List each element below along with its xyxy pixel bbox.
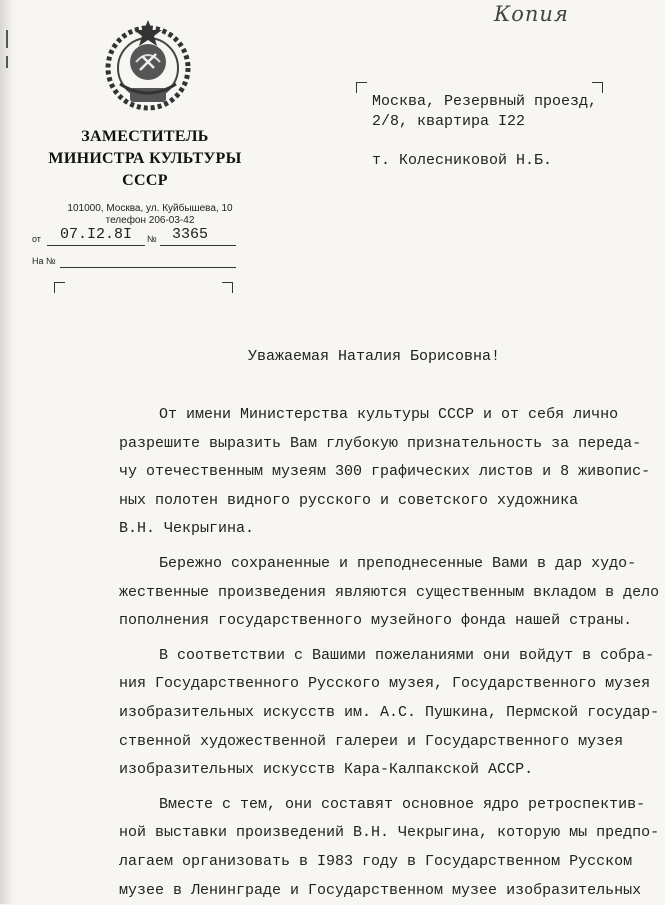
text-line: пополнения государственного музейного фонда нашей страны. [119, 607, 659, 636]
date-prefix: от [32, 234, 41, 244]
text-line: Бережно сохраненные и преподнесенные Вами в дар худо- [119, 550, 659, 579]
letterhead-title-line: МИНИСТРА КУЛЬТУРЫ [30, 148, 260, 170]
corner-mark [356, 82, 367, 93]
text-line: жественные произведения являются существенным вкладом в дело [119, 579, 659, 608]
corner-mark [222, 282, 233, 293]
text-line: В.Н. Чекрыгина. [119, 515, 659, 544]
recipient-name: т. Колесниковой Н.Б. [372, 151, 652, 171]
letterhead-address-line: 101000, Москва, ул. Куйбышева, 10 [30, 203, 270, 215]
text-line: лагаем организовать в I983 году в Государственном Русском [119, 848, 659, 877]
letter-date: 07.I2.8I [60, 226, 132, 243]
ref-underline [60, 267, 236, 268]
greeting: Уважаемая Наталия Борисовна! [248, 348, 500, 365]
text-line: ной выставки произведений В.Н. Чекрыгина, которую мы предпо- [119, 819, 659, 848]
letterhead-title-line: СССР [30, 170, 260, 192]
text-line: разрешите выразить Вам глубокую признательность за переда- [119, 430, 659, 459]
letterhead-address-line: телефон 206-03-42 [30, 215, 270, 227]
letterhead-title [30, 126, 260, 192]
text-line: ственной художественной галереи и Государственного музея [119, 728, 659, 757]
state-emblem-icon [100, 14, 196, 114]
paragraph [119, 550, 659, 636]
paragraph [119, 791, 659, 905]
text-line: От имени Министерства культуры СССР и от себя лично [119, 401, 659, 430]
paragraph [119, 642, 659, 785]
letter-body [119, 401, 659, 905]
corner-mark [54, 282, 65, 293]
text-line: изобразительных искусств Кара-Калпакской АССР. [119, 756, 659, 785]
handwritten-note: Копия [494, 2, 569, 26]
number-prefix: № [147, 234, 157, 244]
recipient-address-line: Москва, Резервный проезд, [372, 92, 652, 112]
text-line: ных полотен видного русского и советского художника [119, 487, 659, 516]
recipient-block [372, 92, 652, 171]
text-line: Вместе с тем, они составят основное ядро ретроспектив- [119, 791, 659, 820]
letterhead-title-line: ЗАМЕСТИТЕЛЬ [30, 126, 260, 148]
text-line: музее в Ленинграде и Государственном музее изобразительных [119, 877, 659, 905]
date-underline [47, 245, 145, 246]
paragraph [119, 401, 659, 544]
ref-prefix: На № [32, 256, 56, 266]
letterhead-address [30, 203, 270, 227]
text-line: изобразительных искусств им. А.С. Пушкина, Пермской государ- [119, 699, 659, 728]
text-line: ния Государственного Русского музея, Государственного музея [119, 670, 659, 699]
letter-number: 3365 [172, 226, 208, 243]
number-underline [160, 245, 236, 246]
text-line: В соответствии с Вашими пожеланиями они войдут в собра- [119, 642, 659, 671]
scan-mark [6, 30, 8, 48]
recipient-address-line: 2/8, квартира I22 [372, 112, 652, 132]
scan-edge-shadow [0, 0, 14, 904]
scan-mark [6, 56, 8, 68]
text-line: чу отечественным музеям 300 графических листов и 8 живопис- [119, 458, 659, 487]
